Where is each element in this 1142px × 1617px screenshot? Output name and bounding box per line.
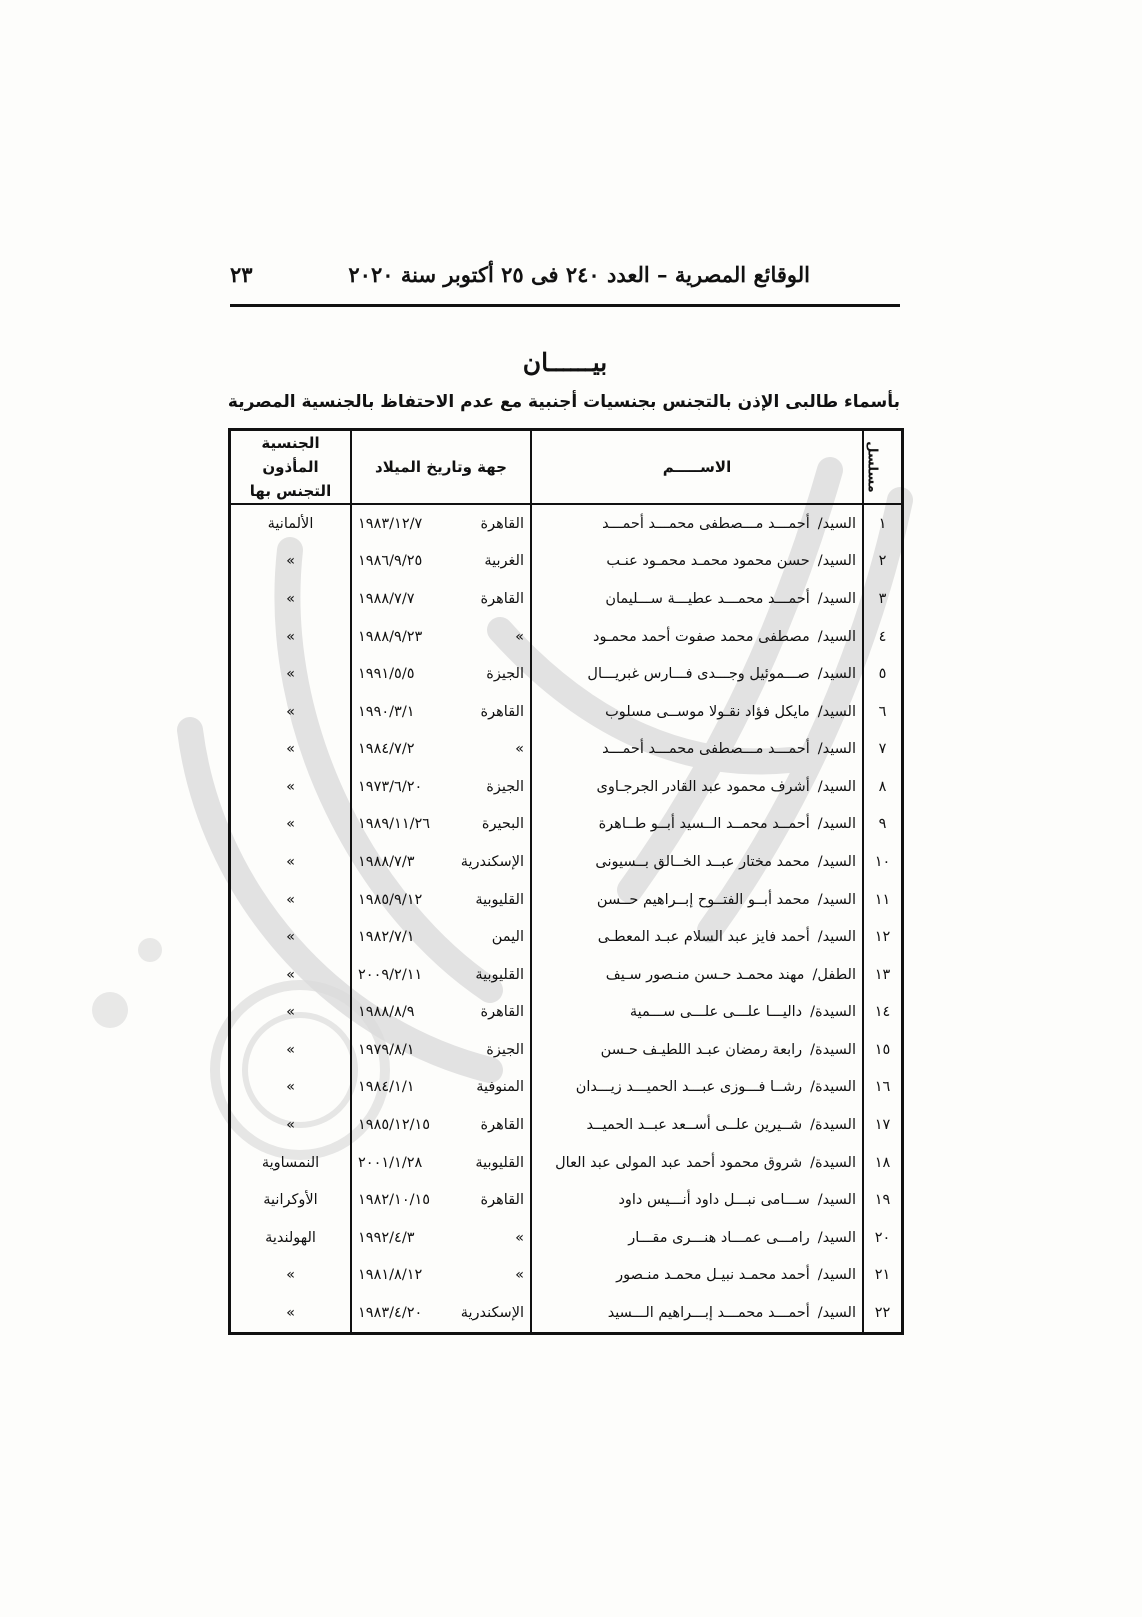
row-nationality: » (286, 666, 295, 683)
row-title: السيد/ (817, 628, 856, 645)
row-title: السيد/ (817, 553, 856, 570)
row-birth-date: ١٩٨٤/١/١ (358, 1079, 415, 1096)
row-title: السيد/ (817, 1229, 856, 1246)
table-row (231, 843, 901, 881)
row-birth-cell (351, 1106, 531, 1144)
row-serial: ١ (863, 504, 901, 543)
row-name-cell (531, 1294, 863, 1332)
row-name-cell (531, 843, 863, 881)
table-row (231, 1106, 901, 1144)
row-birth-date: ٢٠٠١/١/٢٨ (358, 1154, 423, 1171)
row-birth-cell (351, 956, 531, 994)
row-birth-cell (351, 1294, 531, 1332)
header-nationality: الجنسية المأذون التجنس بها (231, 431, 351, 504)
row-title: السيدة/ (810, 1004, 856, 1021)
row-serial: ١٥ (863, 1031, 901, 1069)
row-name: حسن محمود محمـد محمـود عنـب (606, 553, 810, 570)
row-name: أشرف محمود عبد القادر الجرجـاوى (596, 778, 810, 795)
row-serial: ٩ (863, 806, 901, 844)
row-serial: ١٦ (863, 1069, 901, 1107)
row-birth-place: » (515, 1229, 524, 1246)
row-birth-cell (351, 1069, 531, 1107)
header-serial: مسلسل (863, 431, 901, 504)
row-nationality: » (286, 853, 295, 870)
row-birth-date: ١٩٨٤/٧/٢ (358, 741, 415, 758)
row-nationality: الهولندية (265, 1229, 316, 1246)
table-row (231, 1219, 901, 1257)
row-birth-date: ١٩٨٢/١٠/١٥ (358, 1192, 431, 1209)
row-birth-cell (351, 881, 531, 919)
row-birth-date: ١٩٨٣/٤/٢٠ (358, 1305, 423, 1322)
table-row (231, 1294, 901, 1332)
row-birth-place: القليوبية (475, 1154, 524, 1171)
row-birth-cell (351, 1144, 531, 1182)
row-birth-place: » (515, 741, 524, 758)
row-name: داليـــا علـــى علـــى ســـمية (629, 1004, 803, 1021)
row-title: السيد/ (817, 515, 856, 532)
row-title: السيد/ (817, 666, 856, 683)
row-serial: ٣ (863, 580, 901, 618)
row-serial: ٢ (863, 543, 901, 581)
table-row (231, 881, 901, 919)
row-name: شروق محمود أحمد عبد المولى عبد العال (555, 1154, 803, 1171)
row-name: أحمد فايز عبد السلام عبـد المعطـى (597, 929, 810, 946)
row-birth-cell (351, 580, 531, 618)
row-name-cell (531, 1069, 863, 1107)
row-birth-place: البحيرة (481, 816, 524, 833)
row-nationality: » (286, 703, 295, 720)
row-name-cell (531, 1257, 863, 1295)
row-nationality: الألمانية (267, 515, 314, 532)
row-title: السيد/ (817, 929, 856, 946)
row-name: مايكل فؤاد نقـولا موســى مسلوب (605, 703, 810, 720)
row-name-cell (531, 543, 863, 581)
row-name: محمد مختار عبــد الخــالق بــسيونى (595, 853, 810, 870)
row-serial: ٢٠ (863, 1219, 901, 1257)
row-birth-place: القاهرة (480, 590, 524, 607)
row-birth-place: الجيزة (486, 1041, 524, 1058)
row-name-cell (531, 730, 863, 768)
row-nationality: » (286, 891, 295, 908)
row-nationality: » (286, 816, 295, 833)
row-title: السيد/ (817, 703, 856, 720)
row-name-cell (531, 1144, 863, 1182)
row-serial: ٨ (863, 768, 901, 806)
row-nationality: النمساوية (261, 1154, 320, 1171)
table-row (231, 994, 901, 1032)
row-title: السيد/ (817, 1192, 856, 1209)
row-name: رشــا فـــوزى عبـــد الحميـــد زيـــدان (575, 1079, 803, 1096)
table-row (231, 730, 901, 768)
row-birth-place: الجيزة (486, 778, 524, 795)
row-name: ســـامى نبـــل داود أنـــيس داود (618, 1192, 810, 1209)
row-title: السيدة/ (810, 1041, 856, 1058)
row-name-cell (531, 618, 863, 656)
row-serial: ٢١ (863, 1257, 901, 1295)
row-serial: ٢٢ (863, 1294, 901, 1332)
row-birth-place: القليوبية (475, 966, 524, 983)
row-nationality: » (286, 778, 295, 795)
row-nationality: » (286, 966, 295, 983)
row-name: أحمـــد محمـــد إبـــراهيم الـــسيد (607, 1305, 810, 1322)
row-birth-cell (351, 543, 531, 581)
row-birth-cell (351, 768, 531, 806)
row-birth-place: القاهرة (480, 1004, 524, 1021)
row-birth-date: ١٩٨٩/١١/٢٦ (358, 816, 431, 833)
row-title: السيد/ (817, 853, 856, 870)
row-birth-cell (351, 730, 531, 768)
row-name: رامـــى عمـــاد هنـــرى مقـــار (628, 1229, 810, 1246)
row-name: مهند محمـد حـسن منـصور سـيف (605, 966, 805, 983)
table-row (231, 504, 901, 543)
header-name: الاســـــم (531, 431, 863, 504)
row-name: أحمد محمـد نبيـل محمـد منـصور (616, 1267, 810, 1284)
row-birth-place: اليمن (491, 929, 524, 946)
row-nationality: » (286, 1041, 295, 1058)
row-birth-cell (351, 1181, 531, 1219)
row-serial: ١٨ (863, 1144, 901, 1182)
row-birth-cell (351, 843, 531, 881)
row-title: السيد/ (817, 741, 856, 758)
table-body (231, 504, 901, 1332)
row-name-cell (531, 1106, 863, 1144)
row-name-cell (531, 504, 863, 543)
row-birth-place: القاهرة (480, 515, 524, 532)
row-serial: ٧ (863, 730, 901, 768)
row-birth-cell (351, 918, 531, 956)
header-divider (230, 304, 900, 307)
row-birth-date: ٢٠٠٩/٢/١١ (358, 966, 423, 983)
row-nationality: » (286, 1079, 295, 1096)
row-nationality: الأوكرانية (263, 1192, 318, 1209)
row-nationality: » (286, 1004, 295, 1021)
row-name-cell (531, 1181, 863, 1219)
row-birth-cell (351, 1257, 531, 1295)
row-birth-date: ١٩٨١/٨/١٢ (358, 1267, 423, 1284)
row-birth-place: الغربية (484, 553, 524, 570)
row-birth-cell (351, 504, 531, 543)
row-name-cell (531, 1219, 863, 1257)
names-table-frame (228, 428, 904, 1335)
row-serial: ٦ (863, 693, 901, 731)
page-number: ٢٣ (230, 262, 253, 287)
table-row (231, 1257, 901, 1295)
table-row (231, 580, 901, 618)
row-nationality: » (286, 1267, 295, 1284)
row-name-cell (531, 693, 863, 731)
row-serial: ١٣ (863, 956, 901, 994)
row-name: أحمـــد محمـــد عطيـــة ســـليمان (605, 590, 810, 607)
row-birth-cell (351, 693, 531, 731)
row-title: السيد/ (817, 778, 856, 795)
row-birth-cell (351, 806, 531, 844)
row-nationality: » (286, 590, 295, 607)
table-row (231, 768, 901, 806)
row-nationality: » (286, 553, 295, 570)
table-row (231, 1031, 901, 1069)
table-header-row (231, 431, 901, 504)
row-name: رابعة رمضان عبـد اللطيـف حـسن (600, 1041, 803, 1058)
row-serial: ١٤ (863, 994, 901, 1032)
row-name: مصطفى محمد صفوت أحمد محمـود (593, 628, 810, 645)
row-birth-date: ١٩٩٢/٤/٣ (358, 1229, 415, 1246)
row-name: شــيرين علــى أســعد عبــد الحميــد (586, 1117, 803, 1134)
row-birth-place: المنوفية (476, 1079, 524, 1096)
row-birth-cell (351, 994, 531, 1032)
row-name-cell (531, 580, 863, 618)
row-title: السيد/ (817, 590, 856, 607)
row-birth-date: ١٩٨٥/١٢/١٥ (358, 1117, 431, 1134)
row-serial: ١٩ (863, 1181, 901, 1219)
header-birth: جهة وتاريخ الميلاد (351, 431, 531, 504)
names-table (231, 431, 901, 1332)
row-birth-date: ١٩٨٨/٨/٩ (358, 1004, 415, 1021)
row-birth-place: » (515, 628, 524, 645)
row-title: الطفل/ (812, 966, 856, 983)
row-birth-date: ١٩٩٠/٣/١ (358, 703, 415, 720)
row-name-cell (531, 1031, 863, 1069)
row-serial: ١١ (863, 881, 901, 919)
row-birth-cell (351, 1031, 531, 1069)
row-name: أحمـــد مـــصطفى محمـــد أحمـــد (602, 515, 810, 532)
row-nationality: » (286, 1305, 295, 1322)
row-birth-date: ١٩٨٦/٩/٢٥ (358, 553, 423, 570)
row-title: السيد/ (817, 1305, 856, 1322)
table-row (231, 655, 901, 693)
gazette-title: الوقائع المصرية – العدد ٢٤٠ فى ٢٥ أكتوبر سنة ٢٠٢٠ (348, 262, 810, 287)
row-title: السيد/ (817, 1267, 856, 1284)
page-header (230, 262, 900, 302)
row-birth-place: الجيزة (486, 666, 524, 683)
row-birth-place: القاهرة (480, 1117, 524, 1134)
row-serial: ٤ (863, 618, 901, 656)
row-nationality: » (286, 929, 295, 946)
row-title: السيدة/ (810, 1079, 856, 1096)
table-row (231, 1181, 901, 1219)
row-title: السيدة/ (810, 1154, 856, 1171)
row-title: السيدة/ (810, 1117, 856, 1134)
row-birth-place: الإسكندرية (460, 1305, 524, 1322)
row-nationality: » (286, 1117, 295, 1134)
row-serial: ١٧ (863, 1106, 901, 1144)
row-name-cell (531, 768, 863, 806)
row-name-cell (531, 994, 863, 1032)
row-birth-cell (351, 1219, 531, 1257)
row-title: السيد/ (817, 816, 856, 833)
row-nationality: » (286, 628, 295, 645)
row-name-cell (531, 918, 863, 956)
row-birth-date: ١٩٨٨/٩/٢٣ (358, 628, 423, 645)
row-birth-cell (351, 618, 531, 656)
row-birth-date: ١٩٨٨/٧/٣ (358, 853, 415, 870)
row-name: صـــموئيل وجـــدى فـــارس غبريـــال (587, 666, 810, 683)
table-row (231, 1144, 901, 1182)
row-name-cell (531, 956, 863, 994)
table-row (231, 918, 901, 956)
document-subheading: بأسماء طالبى الإذن بالتجنس بجنسيات أجنبية مع عدم الاحتفاظ بالجنسية المصرية (227, 392, 900, 412)
row-birth-date: ١٩٨٥/٩/١٢ (358, 891, 423, 908)
row-name: أحمـــد مـــصطفى محمـــد أحمـــد (602, 741, 810, 758)
row-serial: ١٠ (863, 843, 901, 881)
row-serial: ٥ (863, 655, 901, 693)
row-title: السيد/ (817, 891, 856, 908)
table-row (231, 543, 901, 581)
row-birth-place: القاهرة (480, 703, 524, 720)
table-row (231, 1069, 901, 1107)
table-row (231, 693, 901, 731)
row-serial: ١٢ (863, 918, 901, 956)
row-name-cell (531, 806, 863, 844)
table-row (231, 618, 901, 656)
row-birth-date: ١٩٨٨/٧/٧ (358, 590, 415, 607)
row-nationality: » (286, 741, 295, 758)
table-row (231, 806, 901, 844)
row-name: محمد أبــو الفتــوح إبــراهيم حــسن (596, 891, 810, 908)
row-birth-cell (351, 655, 531, 693)
row-birth-date: ١٩٧٩/٨/١ (358, 1041, 415, 1058)
row-birth-place: القليوبية (475, 891, 524, 908)
row-name-cell (531, 881, 863, 919)
row-birth-place: » (515, 1267, 524, 1284)
row-name: أحمــد محمــد الــسيد أبــو طــاهرة (598, 816, 810, 833)
row-birth-date: ١٩٧٣/٦/٢٠ (358, 778, 423, 795)
row-birth-place: الإسكندرية (460, 853, 524, 870)
row-birth-date: ١٩٨٣/١٢/٧ (358, 515, 423, 532)
row-birth-date: ١٩٨٢/٧/١ (358, 929, 415, 946)
row-name-cell (531, 655, 863, 693)
row-birth-date: ١٩٩١/٥/٥ (358, 666, 415, 683)
document-heading: بيــــــان (522, 348, 608, 377)
row-birth-place: القاهرة (480, 1192, 524, 1209)
table-row (231, 956, 901, 994)
